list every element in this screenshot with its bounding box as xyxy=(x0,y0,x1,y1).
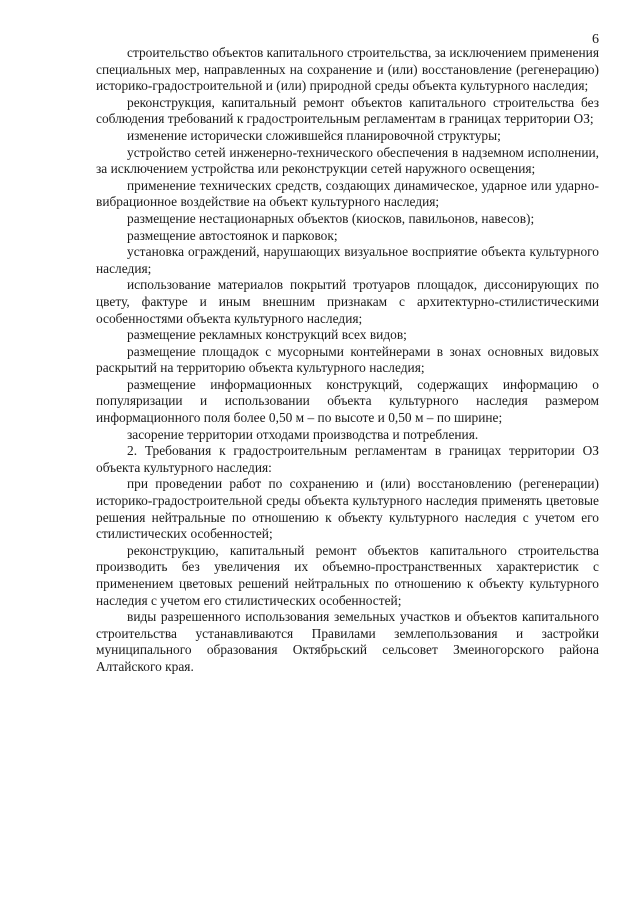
page-number: 6 xyxy=(592,32,599,47)
list-item: размещение площадок с мусорными контейнерами в зонах основных видовых раскрытий на территорию объекта культурного наследия; xyxy=(96,343,599,376)
list-item: реконструкция, капитальный ремонт объектов капитального строительства без соблюдения требований к градостроительным регламентам в границах территории ОЗ; xyxy=(96,94,599,127)
section-heading: 2. Требования к градостроительным регламентам в границах территории ОЗ объекта культурного наследия: xyxy=(96,443,599,475)
list-item: строительство объектов капитального строительства, за исключением применения специальных мер, направленных на сохранение и (или) восстановление (регенерацию) историко-градостроительной и (или) природной среды объекта культурного наследия; xyxy=(96,45,599,94)
list-item: виды разрешенного использования земельных участков и объектов капитального строительства устанавливаются Правилами землепользования и застройки муниципального образования Октябрьский сельсовет Змеиногорского района Алтайского края. xyxy=(96,609,599,674)
list-item: реконструкцию, капитальный ремонт объектов капитального строительства производить без увеличения их объемно-пространственных характеристик с применением цветовых решений нейтральных по отношению к объекту культурного наследия с учетом его стилистических особенностей; xyxy=(96,542,599,608)
list-item: размещение рекламных конструкций всех видов; xyxy=(127,327,407,343)
list-item: устройство сетей инженерно-технического обеспечения в надземном исполнении, за исключением устройства или реконструкции сетей наружного освещения; xyxy=(96,144,599,177)
list-item: размещение автостоянок и парковок; xyxy=(127,227,338,243)
list-item: использование материалов покрытий тротуаров площадок, диссонирующих по цвету, фактуре и иным внешним признакам с архитектурно-стилистическими особенностями объекта культурного наследия; xyxy=(96,277,599,326)
list-item: при проведении работ по сохранению и (или) восстановлению (регенерации) историко-градостроительной среды объекта культурного наследия применять цветовые решения нейтральные по отношению к объекту культурного наследия с учетом его стилистических особенностей; xyxy=(96,476,599,542)
list-item: размещение информационных конструкций, содержащих информацию о популяризации и использовании объекта культурного наследия размером информационного поля более 0,50 м – по высоте и 0,50 м – по ширине; xyxy=(96,376,599,426)
list-item: засорение территории отходами производства и потребления. xyxy=(127,426,479,442)
list-item: изменение исторически сложившейся планировочной структуры; xyxy=(127,127,501,143)
document-body xyxy=(96,45,599,676)
list-item: установка ограждений, нарушающих визуальное восприятие объекта культурного наследия; xyxy=(96,244,599,276)
list-item: размещение нестационарных объектов (киосков, павильонов, навесов); xyxy=(127,210,535,226)
list-item: применение технических средств, создающих динамическое, ударное или ударно-вибрационное воздействие на объект культурного наследия; xyxy=(96,177,599,210)
